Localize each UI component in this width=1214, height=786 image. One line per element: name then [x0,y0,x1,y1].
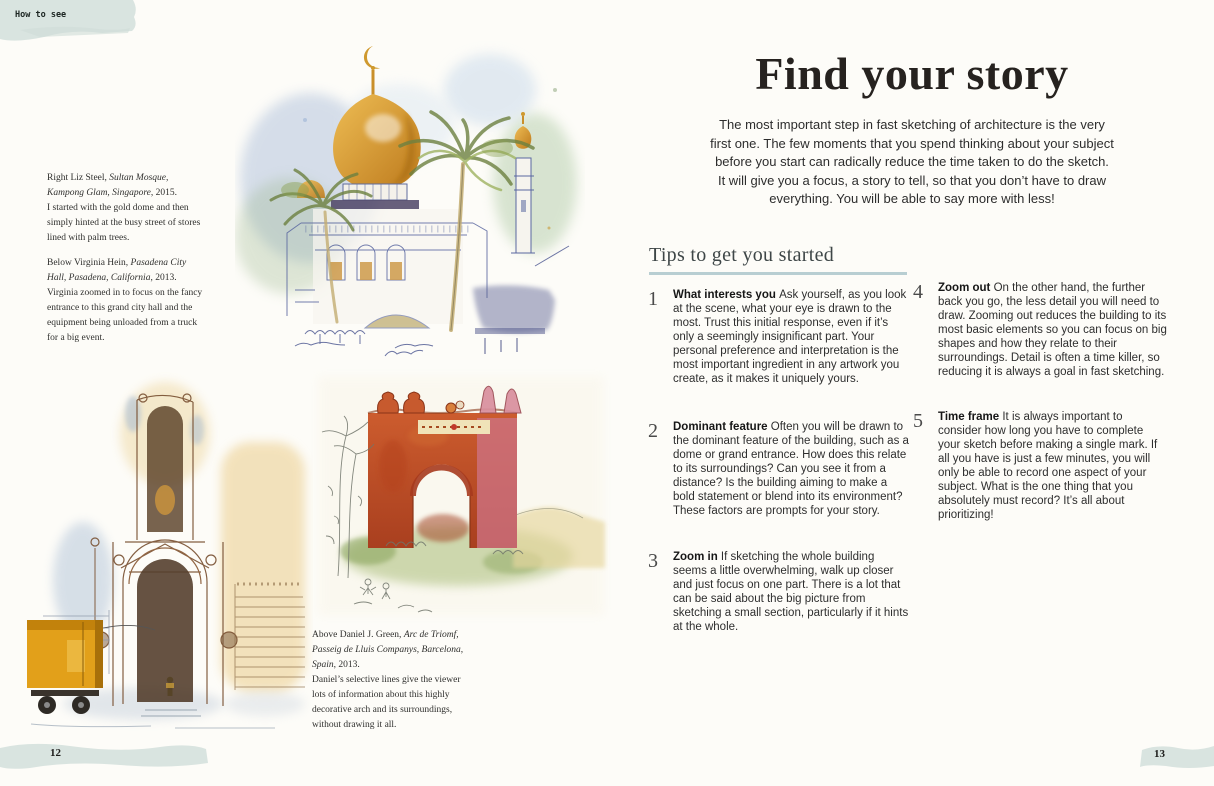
page-number-left: 12 [50,747,61,759]
tower-and-entrance-ink [91,394,237,706]
sultan-mosque-sketch [235,28,585,364]
caption-credit: Right Liz Steel, Sultan Mosque, Kampong Glam, Singapore, 2015. [47,173,178,198]
tip-lead: Zoom out [938,282,994,294]
caption-arc-de-triomf [312,628,474,733]
caption-credit: Above Daniel J. Green, Arc de Triomf, Passeig de Lluis Companys, Barcelona, Spain, 2013. [312,630,464,670]
chapter-tab-paint-blob [0,0,142,48]
tip-lead: What interests you [673,289,780,301]
page-title: Find your story [755,48,1069,99]
caption-credit: Below Virginia Hein, Pasadena City Hall, Pasadena, California, 2013. [47,258,187,283]
chapter-tab-label: How to see [15,10,67,20]
caption-pasadena-city-hall [47,256,207,346]
tip-body: Often you will be drawn to the dominant feature of the building, such as a dome or grand entrance. How does this relate to its surroundings? Can you see it from a distance? Is the building aiming to make a bold statement or blend into its environment? These factors are prompts for your story. [673,421,909,517]
page-number-paint-blob-right [1138,742,1214,770]
pasadena-city-hall-sketch [25,372,313,750]
tip-text [938,410,1167,522]
caption-work-title: Pasadena City Hall, Pasadena, California [47,258,187,283]
caption-work-title: Sultan Mosque, Kampong Glam, Singapore [47,173,169,198]
shadow-building [473,285,555,354]
tip-body: It is always important to consider how long you have to complete your sketch before making a single mark. If all you have is just a few minutes, you will only be able to record one aspect of your subject. What is the one thing that you absolutely must record? It’s all about prioritizing! [938,411,1158,521]
tip-number: 1 [648,288,658,310]
tip-text [673,420,910,518]
tip-item-2 [648,420,910,518]
tip-text [673,550,910,634]
tip-lead: Zoom in [673,551,721,563]
tip-item-5 [913,410,1167,522]
caption-body: Daniel’s selective lines give the viewer lots of information about this highly decorative arch and its surroundings, without drawing it all. [312,675,461,730]
page-number-right: 13 [1154,748,1165,760]
tip-text [938,281,1167,379]
tip-number: 3 [648,550,658,572]
caption-body: Virginia zoomed in to focus on the fancy entrance to this grand city hall and the equipment being unloaded from a truck for a big event. [47,288,203,343]
tip-lead: Dominant feature [673,421,771,433]
tips-heading-rule [649,272,907,275]
tip-number: 4 [913,281,923,303]
tip-number: 5 [913,410,923,432]
tip-body: Ask yourself, as you look at the scene, what your eye is drawn to the most. Trust this initial response, even if it’s only a seemingly insignificant part. Your personal preference and interpretation is the most important ingredient in any artwork you create, as it makes it uniquely yours. [673,289,907,385]
caption-body: I started with the gold dome and then simply hinted at the busy street of stores lined with palm trees. [47,203,201,243]
intro-paragraph: The most important step in fast sketching of architecture is the very first one. The few moments that you spend thinking about your subject before you start can radically reduce the time taken to do the sketch. It will give you a focus, a story to tell, so that you don’t have to draw everything. You will be able to say more with less! [710,117,1114,207]
tip-body: On the other hand, the further back you go, the less detail you will need to draw. Zooming out reduces the building to its most basic elements so you can focus on big shapes and how they relate to their surroundings. Detail is often a time killer, so reducing it is always a goal in fast sketching. [938,282,1167,378]
caption-work-title: Arc de Triomf, Passeig de Lluis Companys, Barcelona, Spain [312,630,464,670]
tip-lead: Time frame [938,411,1003,423]
page-number-paint-blob-left [0,741,210,771]
caption-sultan-mosque [47,171,207,246]
tip-item-1 [648,288,910,386]
tip-number: 2 [648,420,658,442]
tips-heading: Tips to get you started [649,244,835,266]
tip-text [673,288,910,386]
tip-item-4 [913,281,1167,379]
tip-item-3 [648,550,910,634]
tip-body: If sketching the whole building seems a little overwhelming, walk up closer and just focus on one part. There is a lot that can be said about the big picture from sketching a small section, particularly if it hints at the whole. [673,551,909,633]
arc-de-triomf-sketch [308,366,612,628]
